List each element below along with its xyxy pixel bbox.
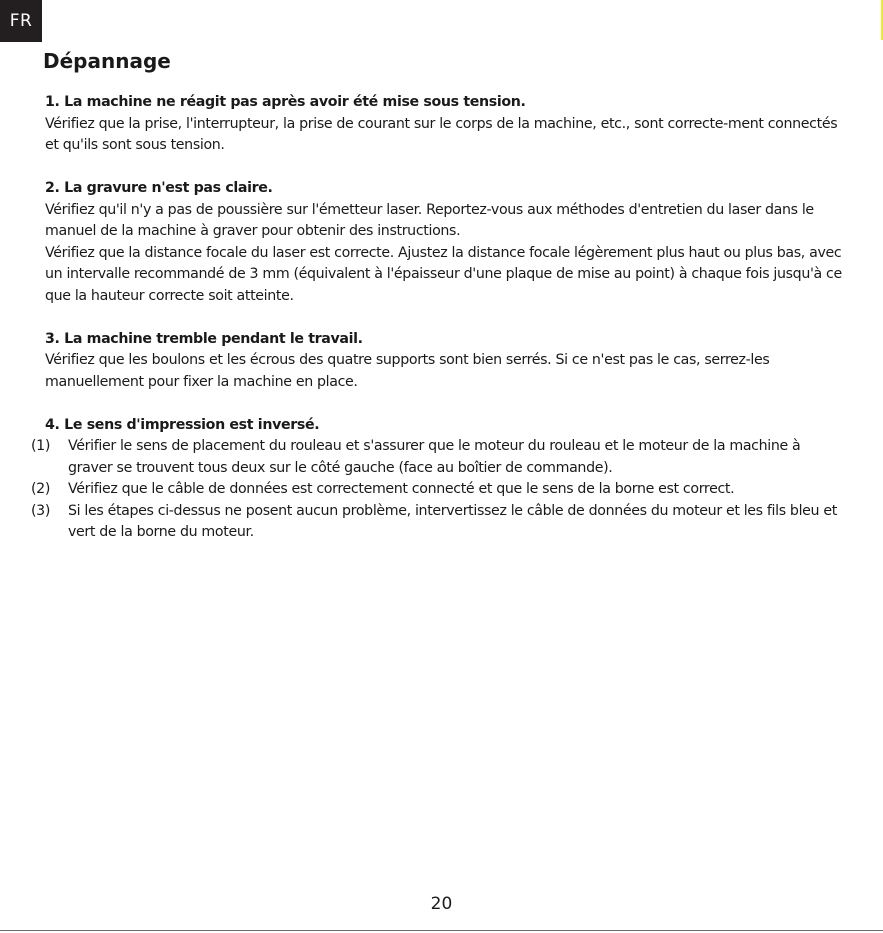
bottom-divider bbox=[0, 930, 883, 931]
list-item bbox=[31, 436, 845, 479]
list-item-text: Si les étapes ci-dessus ne posent aucun problème, intervertissez le câble de données du moteur et les fils bleu et vert de la borne du moteur. bbox=[68, 502, 837, 540]
section-heading: 4. Le sens d'impression est inversé. bbox=[45, 416, 320, 433]
language-tab: FR bbox=[0, 0, 42, 42]
section-reversed-direction bbox=[31, 415, 845, 544]
list-item-number: (2) bbox=[31, 481, 51, 497]
section-paragraph: Vérifiez que la prise, l'interrupteur, la prise de courant sur le corps de la machine, etc., sont correcte-ment connectés et qu'ils sont sous tension. bbox=[45, 115, 838, 153]
troubleshooting-content bbox=[31, 92, 845, 565]
page-title: Dépannage bbox=[43, 49, 171, 73]
list-item-text: Vérifier le sens de placement du rouleau et s'assurer que le moteur du rouleau et le moteur de la machine à graver se trouvent tous deux sur le côté gauche (face au boîtier de commande). bbox=[68, 438, 801, 476]
list-item bbox=[31, 479, 845, 501]
section-paragraph: Vérifiez qu'il n'y a pas de poussière sur l'émetteur laser. Reportez-vous aux méthodes d'entretien du laser dans le manuel de la machine à graver pour obtenir des instructions. bbox=[45, 201, 814, 239]
list-item-number: (3) bbox=[31, 502, 51, 519]
section-paragraph: Vérifiez que la distance focale du laser est correcte. Ajustez la distance focale légèrement plus haut ou plus bas, avec un intervalle recommandé de 3 mm (équivalent à l'épaisseur d'une plaque de mise au point) à chaque fois jusqu'à ce que la hauteur correcte soit atteinte. bbox=[45, 244, 842, 304]
list-item-number: (1) bbox=[31, 438, 51, 454]
section-heading: 2. La gravure n'est pas claire. bbox=[45, 180, 273, 196]
section-no-power bbox=[45, 92, 845, 157]
section-unclear-engraving bbox=[45, 178, 845, 307]
list-item-text: Vérifiez que le câble de données est correctement connecté et que le sens de la borne est correct. bbox=[68, 481, 735, 497]
section-heading: 1. La machine ne réagit pas après avoir été mise sous tension. bbox=[45, 94, 526, 110]
section-paragraph: Vérifiez que les boulons et les écrous des quatre supports sont bien serrés. Si ce n'est pas le cas, serrez-les manuellement pour fixer la machine en place. bbox=[45, 352, 770, 390]
section-heading: 3. La machine tremble pendant le travail. bbox=[45, 330, 363, 347]
page-number: 20 bbox=[430, 894, 453, 914]
section-machine-shaking bbox=[45, 329, 845, 394]
list-item bbox=[31, 501, 845, 544]
